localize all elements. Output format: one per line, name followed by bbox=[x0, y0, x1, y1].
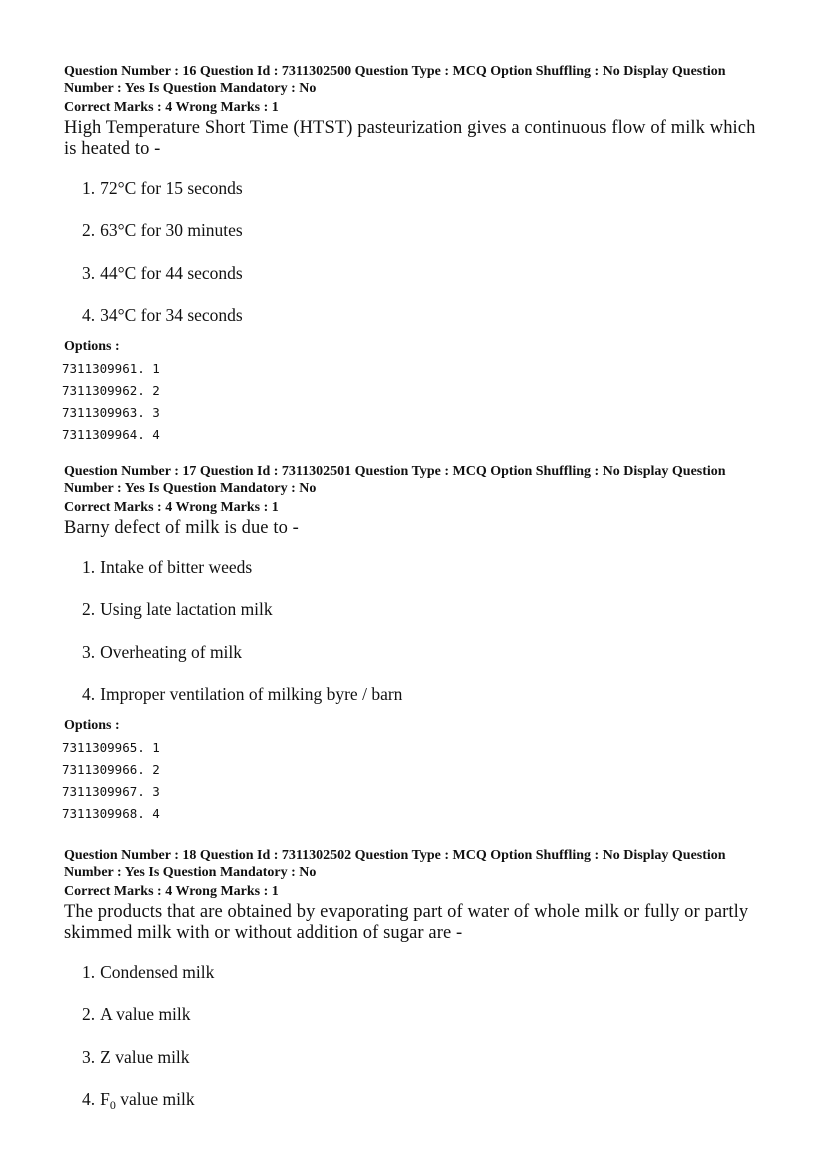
question-meta-line: Number : Yes Is Question Mandatory : No bbox=[64, 481, 317, 496]
choice-item bbox=[82, 631, 764, 674]
choice-item bbox=[82, 1079, 764, 1122]
option-id-row: 7311309961. 1 bbox=[62, 361, 160, 376]
choice-text: 72°C for 15 seconds bbox=[100, 177, 243, 198]
choice-number: 3. bbox=[82, 641, 96, 662]
question-block bbox=[64, 463, 764, 825]
question-meta-line: Number : Yes Is Question Mandatory : No bbox=[64, 81, 317, 96]
choice-subscript: 0 bbox=[109, 1098, 116, 1113]
options-label: Options : bbox=[64, 718, 120, 733]
choice-item bbox=[82, 1036, 764, 1079]
question-block bbox=[64, 63, 764, 446]
question-marks: Correct Marks : 4 Wrong Marks : 1 bbox=[64, 884, 279, 899]
choice-item bbox=[82, 210, 764, 253]
choice-number: 2. bbox=[82, 599, 96, 620]
choice-text: A value milk bbox=[100, 1004, 191, 1025]
choice-text: Using late lactation milk bbox=[100, 599, 273, 620]
choice-number: 3. bbox=[82, 1046, 96, 1067]
choice-text: 44°C for 44 seconds bbox=[100, 262, 243, 283]
choice-item bbox=[82, 252, 764, 295]
question-meta bbox=[64, 847, 764, 881]
question-meta-line: Number : Yes Is Question Mandatory : No bbox=[64, 865, 317, 880]
choice-list bbox=[82, 951, 764, 1121]
choice-number: 1. bbox=[82, 556, 96, 577]
question-block bbox=[64, 847, 764, 1121]
choice-text-tail: value milk bbox=[115, 1089, 195, 1110]
choice-number: 1. bbox=[82, 961, 96, 982]
option-id-row: 7311309962. 2 bbox=[62, 383, 160, 398]
choice-text: Z value milk bbox=[100, 1046, 190, 1067]
choice-text: Condensed milk bbox=[100, 961, 215, 982]
choice-item bbox=[82, 167, 764, 210]
choice-item bbox=[82, 295, 764, 338]
option-id-row: 7311309963. 3 bbox=[62, 405, 160, 420]
choice-text bbox=[100, 1089, 195, 1113]
choice-text: 34°C for 34 seconds bbox=[100, 305, 243, 326]
option-id-row: 7311309967. 3 bbox=[62, 784, 160, 799]
choice-text: 63°C for 30 minutes bbox=[100, 220, 243, 241]
option-id-row: 7311309965. 1 bbox=[62, 740, 160, 755]
option-id-row: 7311309968. 4 bbox=[62, 806, 160, 821]
question-marks: Correct Marks : 4 Wrong Marks : 1 bbox=[64, 100, 279, 115]
question-text: Barny defect of milk is due to - bbox=[64, 518, 299, 538]
choice-item bbox=[82, 951, 764, 994]
choice-item bbox=[82, 994, 764, 1037]
choice-number: 4. bbox=[82, 305, 96, 326]
choice-number: 1. bbox=[82, 177, 96, 198]
question-meta-line: Question Number : 17 Question Id : 7311302501 Question Type : MCQ Option Shuffling : No Display Question bbox=[64, 464, 726, 479]
choice-number: 2. bbox=[82, 220, 96, 241]
question-meta-line: Question Number : 18 Question Id : 7311302502 Question Type : MCQ Option Shuffling : No Display Question bbox=[64, 848, 726, 863]
choice-item bbox=[82, 674, 764, 717]
question-marks: Correct Marks : 4 Wrong Marks : 1 bbox=[64, 500, 279, 515]
question-meta bbox=[64, 463, 764, 497]
choice-number: 3. bbox=[82, 262, 96, 283]
option-id-row: 7311309964. 4 bbox=[62, 427, 160, 442]
question-text: The products that are obtained by evaporating part of water of whole milk or fully or partly skimmed milk with or without addition of sugar are - bbox=[64, 902, 749, 943]
choice-text-main: F bbox=[100, 1089, 110, 1110]
choice-item bbox=[82, 546, 764, 589]
choice-text: Intake of bitter weeds bbox=[100, 556, 253, 577]
choice-number: 4. bbox=[82, 1089, 96, 1110]
choice-text: Improper ventilation of milking byre / barn bbox=[100, 684, 403, 705]
choice-number: 2. bbox=[82, 1004, 96, 1025]
choice-list bbox=[82, 546, 764, 716]
choice-item bbox=[82, 589, 764, 632]
choice-list bbox=[82, 167, 764, 337]
options-label: Options : bbox=[64, 339, 120, 354]
question-meta-line: Question Number : 16 Question Id : 7311302500 Question Type : MCQ Option Shuffling : No Display Question bbox=[64, 64, 726, 79]
choice-number: 4. bbox=[82, 684, 96, 705]
option-id-row: 7311309966. 2 bbox=[62, 762, 160, 777]
question-meta bbox=[64, 63, 764, 97]
choice-text: Overheating of milk bbox=[100, 641, 243, 662]
question-text: High Temperature Short Time (HTST) pasteurization gives a continuous flow of milk which is heated to - bbox=[64, 118, 756, 159]
